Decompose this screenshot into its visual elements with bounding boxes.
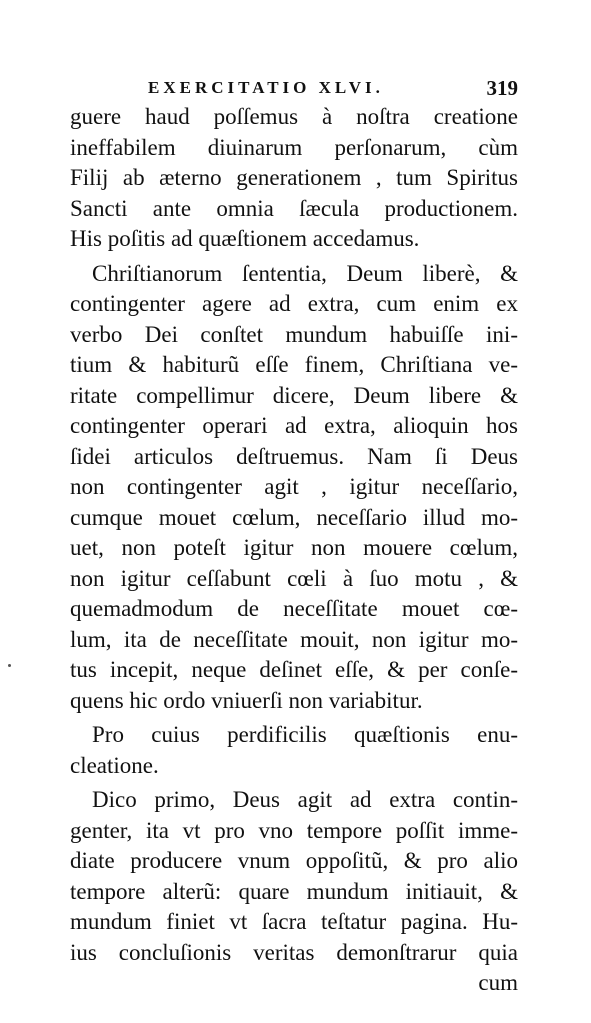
text-line: verbo Dei conſtet mundum habuiſſe ini- bbox=[70, 321, 518, 347]
text-line: ineffabilem diuinarum perſonarum, cùm bbox=[70, 134, 518, 160]
text-line: Chriſtianorum ſententia, Deum liberè, & bbox=[92, 260, 518, 286]
text-line: non igitur ceſſabunt cœli à ſuo motu , & bbox=[70, 565, 518, 591]
body-text bbox=[70, 102, 518, 999]
text-line: contingenter operari ad extra, alioquin hos bbox=[70, 413, 518, 438]
text-line: Pro cuius perdificilis quæſtionis enu- bbox=[92, 722, 518, 747]
text-line: ritate compellimur dicere, Deum libere & bbox=[70, 382, 518, 408]
text-line: Dico primo, Deus agit ad extra contin- bbox=[92, 787, 518, 812]
text-line: non contingenter agit , igitur neceſſario, bbox=[70, 474, 518, 499]
text-line: tus incepit, neque deſinet eſſe, & per conſe- bbox=[70, 657, 518, 682]
text-line: tempore alterũ: quare mundum initiauit, & bbox=[70, 878, 518, 904]
text-line: quemadmodum de neceſſitate mouet cœ- bbox=[70, 596, 518, 621]
text-line: Filij ab æterno generationem , tum Spiritus bbox=[70, 165, 518, 190]
text-line: guere haud poſſemus à noſtra creatione bbox=[70, 104, 518, 129]
paper-speck bbox=[8, 664, 11, 667]
text-line: uet, non poteſt igitur non mouere cœlum, bbox=[70, 535, 518, 560]
page-number: 319 bbox=[486, 76, 518, 100]
text-line: genter, ita vt pro vno tempore poſſit imme- bbox=[70, 817, 518, 843]
text-line: His poſitis ad quæſtionem accedamus. bbox=[70, 226, 420, 251]
text-line: tium & habiturũ eſſe finem, Chriſtiana ve- bbox=[70, 352, 518, 377]
catchword: cum bbox=[478, 970, 518, 995]
text-line: ius concluſionis veritas demonſtrarur quia bbox=[70, 939, 518, 965]
text-line: quens hic ordo vniuerſi non variabitur. bbox=[70, 687, 423, 713]
text-line: lum, ita de neceſſitate mouit, non igitur mo- bbox=[70, 626, 518, 652]
text-line: cumque mouet cœlum, neceſſario illud mo- bbox=[70, 504, 518, 530]
text-line: diate producere vnum oppoſitũ, & pro alio bbox=[70, 848, 518, 873]
running-head bbox=[148, 78, 518, 102]
text-line: Sancti ante omnia ſæcula productionem. bbox=[70, 195, 518, 221]
text-line: ſidei articulos deſtruemus. Nam ſi Deus bbox=[70, 443, 518, 469]
text-line: cleatione. bbox=[70, 752, 159, 778]
text-line: mundum finiet vt ſacra teſtatur pagina. Hu- bbox=[70, 909, 518, 934]
text-line: contingenter agere ad extra, cum enim ex bbox=[70, 291, 518, 316]
running-head-title: EXERCITATIO XLVI. bbox=[148, 78, 384, 97]
